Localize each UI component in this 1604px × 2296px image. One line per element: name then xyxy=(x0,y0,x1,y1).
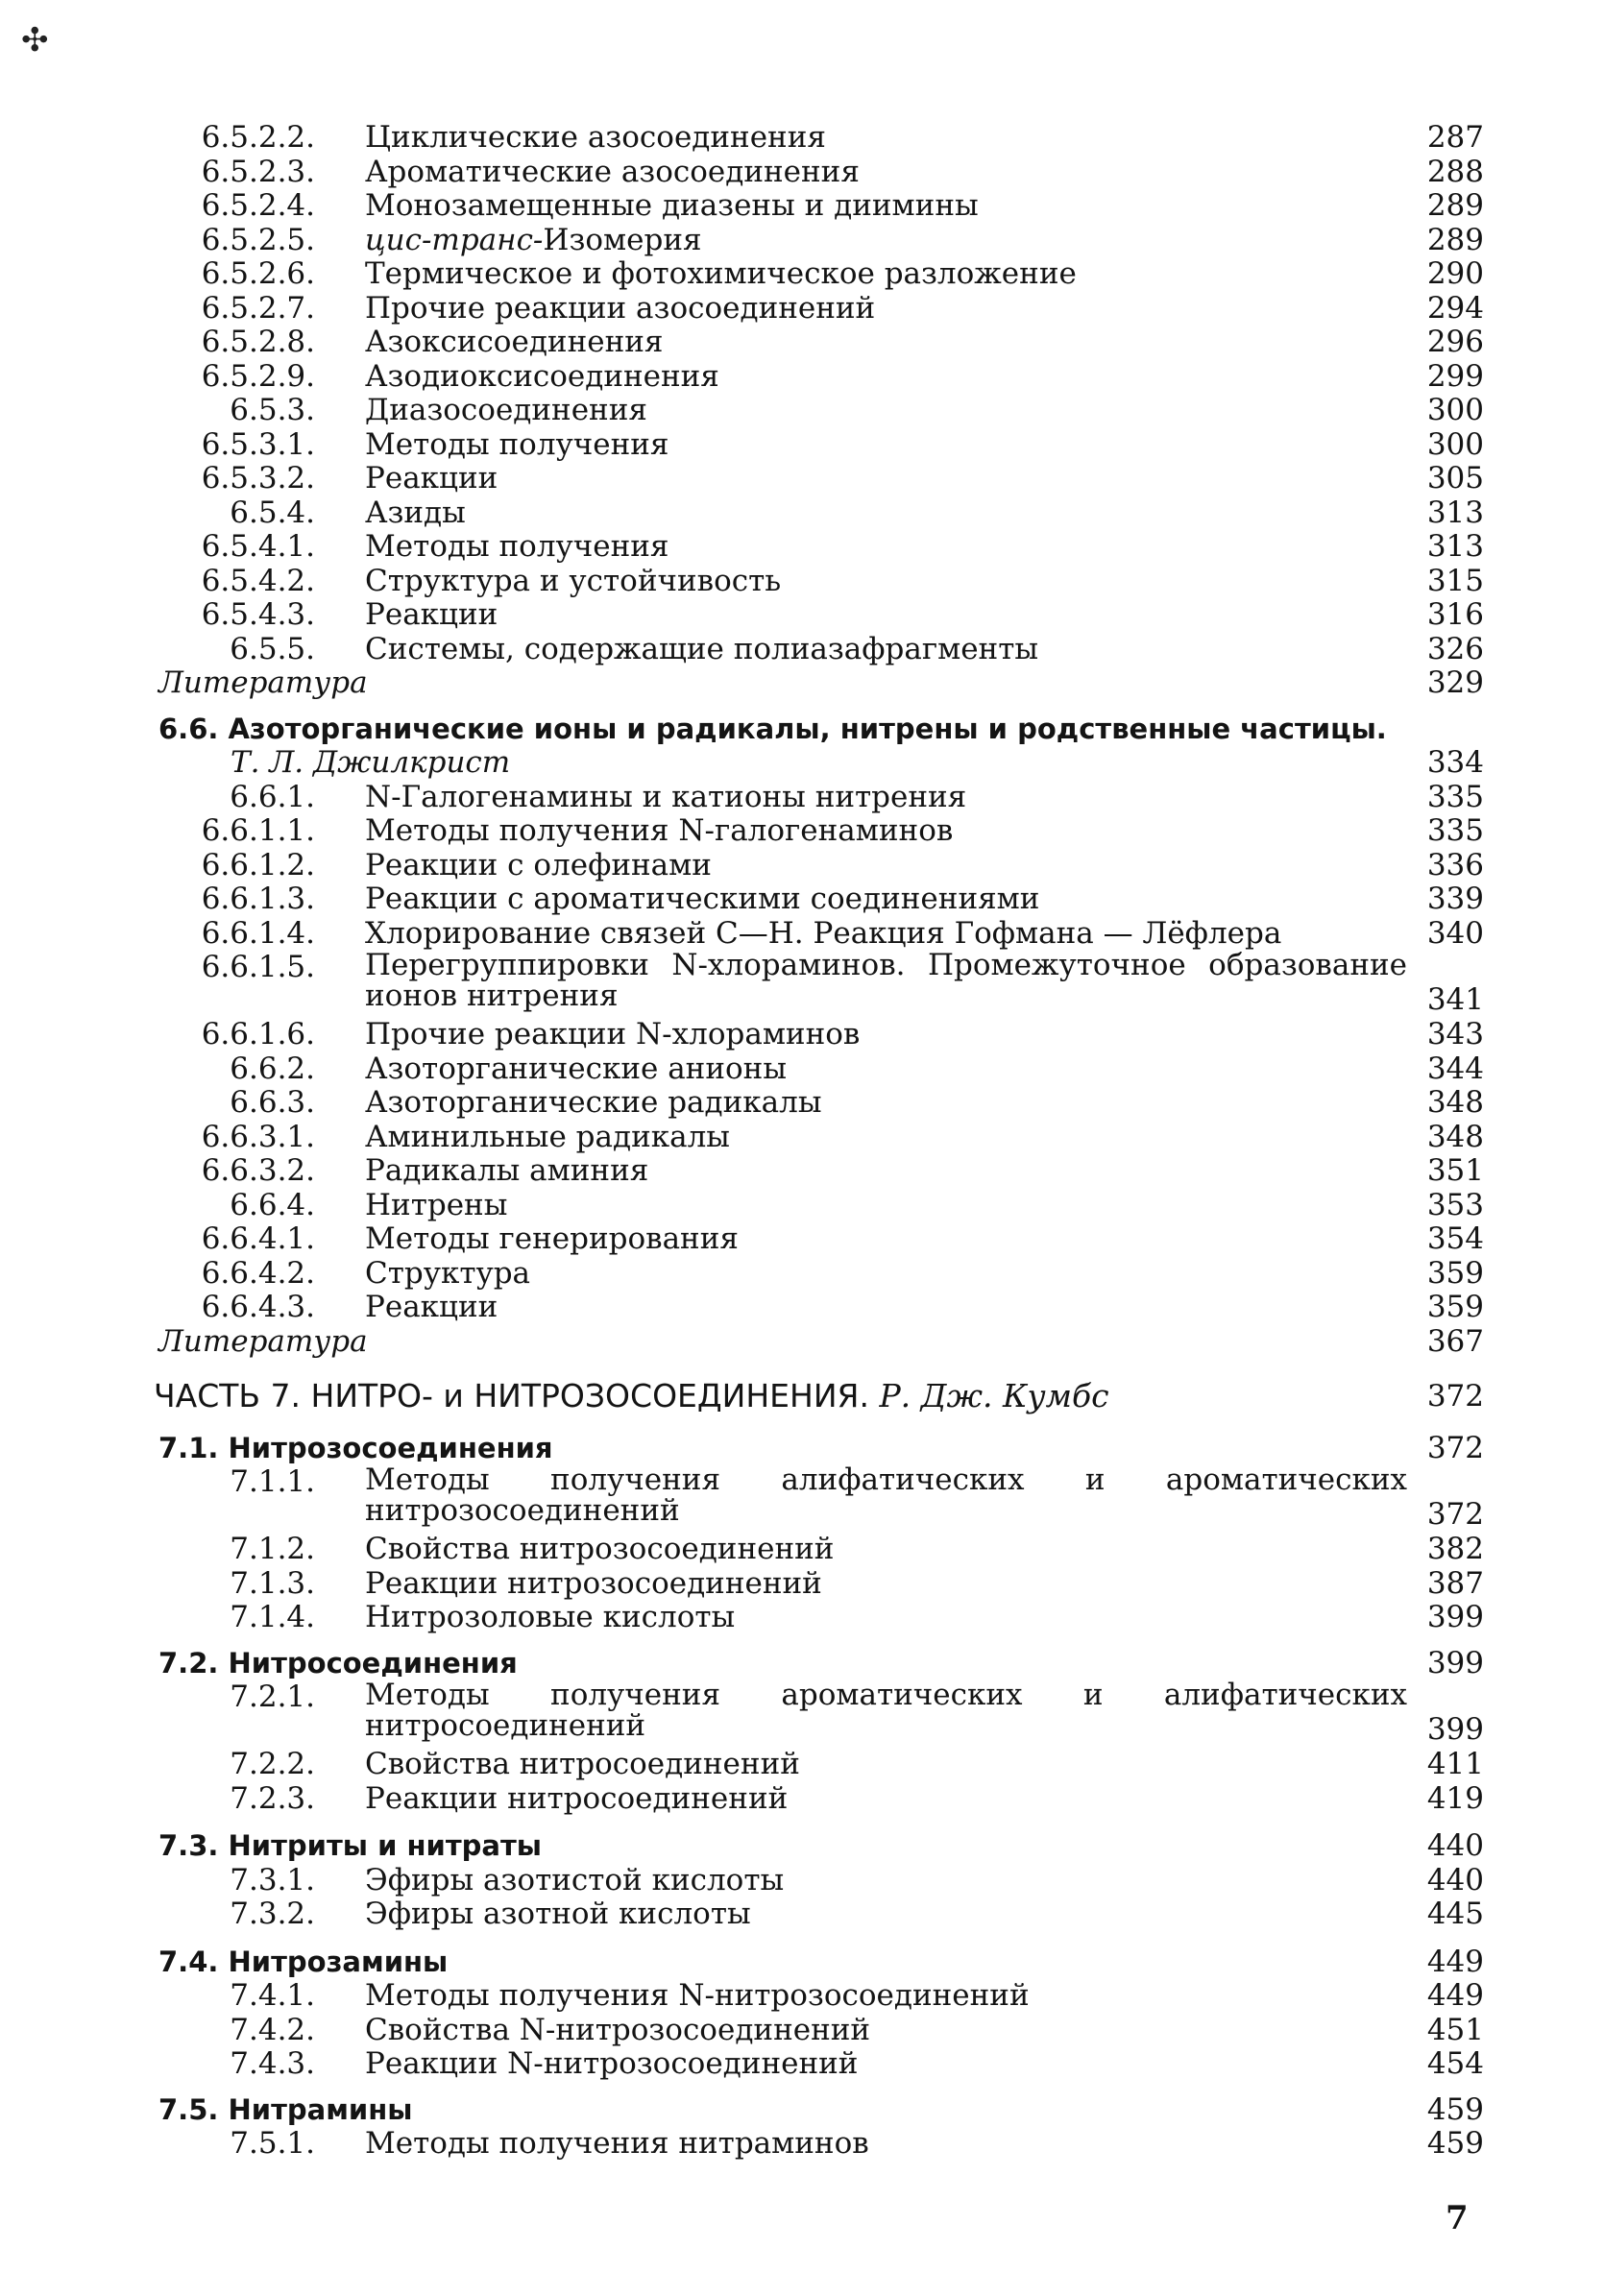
entry-number: 6.5.3.1. xyxy=(201,426,315,462)
entry-title: Ароматические азосоединения xyxy=(365,154,860,189)
entry-title: Азиды xyxy=(365,495,466,530)
entry-number: 6.5.4. xyxy=(230,495,315,530)
entry-page: 334 xyxy=(1426,745,1484,780)
entry-page: 399 xyxy=(1426,1712,1484,1747)
entry-title: N-Галогенамины и катионы нитрения xyxy=(365,779,967,814)
entry-number: 7.2.3. xyxy=(230,1780,315,1816)
entry-number: 7.3.1. xyxy=(230,1862,315,1897)
entry-number: 6.5.5. xyxy=(230,631,315,666)
entry-page: 329 xyxy=(1426,665,1484,700)
entry-page: 348 xyxy=(1426,1085,1484,1120)
entry-number: 6.5.2.9. xyxy=(201,358,315,394)
entry-title: Монозамещенные диазены и диимины xyxy=(365,188,979,223)
entry-number: 6.6.3.2. xyxy=(201,1153,315,1188)
entry-number: 6.5.2.4. xyxy=(201,188,315,223)
toc-entry xyxy=(0,2046,1604,2081)
entry-number: 6.5.2.6. xyxy=(201,256,315,291)
toc-entry xyxy=(0,632,1604,666)
entry-number: 6.6.1.4. xyxy=(201,915,315,951)
entry-title: Прочие реакции N-хлораминов xyxy=(365,1017,861,1051)
toc-entry xyxy=(0,1863,1604,1897)
toc-entry xyxy=(0,359,1604,394)
entry-page: 382 xyxy=(1426,1532,1484,1566)
entry-number: 6.5.4.2. xyxy=(201,563,315,598)
section-heading xyxy=(0,2092,1604,2127)
entry-number: 6.5.4.3. xyxy=(201,597,315,632)
toc-entry xyxy=(0,2013,1604,2047)
section-heading xyxy=(0,1828,1604,1863)
section-heading-text: 7.1. Нитрозосоединения xyxy=(158,1431,553,1464)
entry-page: 454 xyxy=(1426,2046,1484,2081)
page-number: 7 xyxy=(1446,2199,1469,2237)
entry-number: 7.2.1. xyxy=(230,1680,315,1714)
entry-page: 313 xyxy=(1426,529,1484,564)
entry-number: 6.5.3.2. xyxy=(201,461,315,495)
literature-label: Литература xyxy=(158,665,368,700)
entry-title: Методы получения xyxy=(365,426,669,462)
entry-number: 7.4.3. xyxy=(230,2046,315,2081)
entry-page: 353 xyxy=(1426,1187,1484,1222)
entry-page: 459 xyxy=(1426,2091,1484,2127)
section-author: Т. Л. Джилкрист xyxy=(231,745,511,780)
toc-entry xyxy=(0,1221,1604,1256)
toc-entry xyxy=(0,256,1604,291)
entry-page: 289 xyxy=(1426,222,1484,257)
toc-entry xyxy=(0,461,1604,495)
toc-entry xyxy=(0,291,1604,326)
entry-title: Структура и устойчивость xyxy=(365,563,782,598)
entry-number: 6.6.1. xyxy=(230,779,315,814)
entry-page: 354 xyxy=(1426,1221,1484,1256)
entry-title: Реакции нитросоединений xyxy=(365,1780,789,1816)
toc-entry xyxy=(0,1051,1604,1086)
entry-page: 289 xyxy=(1426,188,1484,223)
entry-title: Методы получения N-галогенаминов xyxy=(365,813,954,848)
entry-title: Реакции N-нитрозосоединений xyxy=(365,2046,859,2081)
toc-entry xyxy=(0,1120,1604,1154)
entry-page: 367 xyxy=(1426,1323,1484,1359)
toc-entry xyxy=(0,325,1604,359)
section-heading-text: 6.6. Азоторганические ионы и радикалы, нитрены и родственные частицы. xyxy=(158,712,1387,745)
part-heading xyxy=(0,1379,1604,1417)
entry-page: 341 xyxy=(1426,982,1484,1017)
entry-title: Диазосоединения xyxy=(365,393,647,427)
toc-entry xyxy=(0,916,1604,951)
entry-page: 351 xyxy=(1426,1153,1484,1188)
entry-title: Перегруппировки N-хлораминов. Промежуточное образование ионов нитрения xyxy=(365,948,1407,1013)
entry-title: Методы генерирования xyxy=(365,1221,739,1256)
entry-title: Нитрены xyxy=(365,1187,508,1222)
entry-number: 6.5.4.1. xyxy=(201,529,315,564)
toc-entry xyxy=(0,188,1604,223)
entry-title: Азоксисоединения xyxy=(365,325,664,359)
entry-page: 372 xyxy=(1426,1497,1484,1532)
entry-title: Аминильные радикалы xyxy=(365,1119,730,1154)
entry-number: 7.4.1. xyxy=(230,1978,315,2013)
entry-page: 440 xyxy=(1426,1862,1484,1897)
toc-entry xyxy=(0,848,1604,882)
section-heading-text: 7.2. Нитросоединения xyxy=(158,1646,518,1680)
entry-title: Свойства нитросоединений xyxy=(365,1747,800,1781)
entry-number: 7.1.2. xyxy=(230,1532,315,1566)
entry-page: 335 xyxy=(1426,779,1484,814)
entry-title: Структура xyxy=(365,1255,531,1291)
toc-entry xyxy=(0,1085,1604,1120)
toc-entry xyxy=(0,1680,1604,1747)
entry-number: 6.5.2.7. xyxy=(201,290,315,326)
toc-entry xyxy=(0,882,1604,916)
entry-title: Реакции xyxy=(365,597,498,632)
entry-page: 326 xyxy=(1426,631,1484,666)
decorative-mark: ✣ xyxy=(21,21,49,60)
entry-number: 6.5.2.3. xyxy=(201,154,315,189)
toc-entry xyxy=(0,1747,1604,1781)
entry-number: 6.6.1.3. xyxy=(201,882,315,916)
entry-page: 449 xyxy=(1426,1978,1484,2013)
entry-number: 6.6.1.1. xyxy=(201,813,315,848)
part-author: Р. Дж. Кумбс xyxy=(879,1377,1109,1414)
entry-page: 316 xyxy=(1426,597,1484,632)
toc-entry xyxy=(0,155,1604,189)
toc-entry xyxy=(0,1153,1604,1188)
entry-number: 6.6.3.1. xyxy=(201,1119,315,1154)
entry-title: Методы получения N-нитрозосоединений xyxy=(365,1978,1030,2013)
toc-entry xyxy=(0,1600,1604,1634)
entry-page: 419 xyxy=(1426,1780,1484,1816)
toc-entry xyxy=(0,564,1604,598)
toc-entry xyxy=(0,1464,1604,1532)
section-heading-text: 7.5. Нитрамины xyxy=(158,2092,413,2126)
entry-page: 335 xyxy=(1426,813,1484,848)
entry-title: Эфиры азотистой кислоты xyxy=(365,1862,785,1897)
section-heading xyxy=(0,712,1604,746)
toc-entry xyxy=(0,529,1604,564)
entry-title: Радикалы аминия xyxy=(365,1153,649,1188)
entry-title: Методы получения xyxy=(365,529,669,564)
entry-number: 6.6.1.6. xyxy=(201,1017,315,1051)
toc-entry xyxy=(0,1256,1604,1291)
entry-title: Азоторганические радикалы xyxy=(365,1085,822,1120)
entry-title: Азоторганические анионы xyxy=(365,1051,787,1086)
entry-title: Методы получения нитраминов xyxy=(365,2126,869,2161)
entry-number: 6.5.2.2. xyxy=(201,120,315,155)
toc-entry xyxy=(0,1781,1604,1816)
toc-entry xyxy=(0,393,1604,427)
section-heading-text: 7.3. Нитриты и нитраты xyxy=(158,1829,543,1862)
entry-page: 348 xyxy=(1426,1119,1484,1154)
entry-title: Свойства N-нитрозосоединений xyxy=(365,2012,871,2047)
toc-entry xyxy=(0,950,1604,1017)
toc-entry xyxy=(0,780,1604,814)
toc-entry xyxy=(0,1290,1604,1324)
entry-title: Системы, содержащие полиазафрагменты xyxy=(365,631,1039,666)
literature-entry xyxy=(0,665,1604,700)
entry-title: Реакции xyxy=(365,1290,498,1324)
entry-number: 7.4.2. xyxy=(230,2012,315,2047)
entry-title: Нитрозоловые кислоты xyxy=(365,1600,736,1634)
entry-number: 6.5.3. xyxy=(230,393,315,427)
section-heading-text: 7.4. Нитрозамины xyxy=(158,1945,449,1978)
entry-page: 344 xyxy=(1426,1051,1484,1086)
entry-number: 6.6.4.3. xyxy=(201,1290,315,1324)
entry-page: 294 xyxy=(1426,290,1484,326)
toc-entry xyxy=(0,223,1604,257)
toc-entry xyxy=(0,2126,1604,2161)
section-heading xyxy=(0,1431,1604,1465)
entry-number: 6.6.3. xyxy=(230,1085,315,1120)
entry-page: 343 xyxy=(1426,1017,1484,1051)
entry-title: Реакции с ароматическими соединениями xyxy=(365,882,1040,916)
toc-entry xyxy=(0,495,1604,530)
entry-page: 287 xyxy=(1426,120,1484,155)
entry-number: 6.6.1.2. xyxy=(201,847,315,882)
entry-number: 6.6.4.2. xyxy=(201,1255,315,1291)
entry-page: 290 xyxy=(1426,256,1484,291)
toc-entry xyxy=(0,1566,1604,1601)
entry-number: 6.5.2.8. xyxy=(201,325,315,359)
entry-page: 300 xyxy=(1426,393,1484,427)
entry-number: 7.1.3. xyxy=(230,1565,315,1601)
entry-title: Эфиры азотной кислоты xyxy=(365,1897,751,1931)
toc-entry xyxy=(0,1017,1604,1051)
entry-title: Циклические азосоединения xyxy=(365,120,826,155)
entry-page: 399 xyxy=(1426,1645,1484,1680)
entry-title: Методы получения алифатических и ароматических нитрозосоединений xyxy=(365,1462,1407,1528)
entry-page: 449 xyxy=(1426,1944,1484,1979)
entry-title: Азодиоксисоединения xyxy=(365,358,719,394)
entry-page: 336 xyxy=(1426,847,1484,882)
toc-entry xyxy=(0,813,1604,848)
entry-page: 315 xyxy=(1426,563,1484,598)
toc-entry xyxy=(0,1532,1604,1566)
entry-title: Свойства нитрозосоединений xyxy=(365,1532,835,1566)
entry-title: Термическое и фотохимическое разложение xyxy=(365,256,1077,291)
entry-title: Реакции xyxy=(365,461,498,495)
entry-page: 359 xyxy=(1426,1290,1484,1324)
entry-page: 339 xyxy=(1426,882,1484,916)
entry-number: 7.1.1. xyxy=(230,1464,315,1499)
entry-page: 440 xyxy=(1426,1828,1484,1863)
entry-page: 399 xyxy=(1426,1600,1484,1634)
entry-title: Хлорирование связей C—H. Реакция Гофмана — Лёфлера xyxy=(365,915,1282,951)
entry-page: 300 xyxy=(1426,426,1484,462)
toc-entry xyxy=(0,597,1604,632)
entry-number: 7.1.4. xyxy=(230,1600,315,1634)
entry-number: 6.6.4.1. xyxy=(201,1221,315,1256)
section-heading xyxy=(0,1945,1604,1979)
entry-number: 6.5.2.5. xyxy=(201,222,315,257)
entry-page: 372 xyxy=(1426,1379,1484,1414)
entry-title: Реакции нитрозосоединений xyxy=(365,1565,822,1601)
entry-page: 288 xyxy=(1426,154,1484,189)
entry-number: 7.5.1. xyxy=(230,2126,315,2161)
toc-entry xyxy=(0,427,1604,462)
literature-entry xyxy=(0,1324,1604,1359)
entry-page: 459 xyxy=(1426,2126,1484,2161)
entry-page: 299 xyxy=(1426,358,1484,394)
entry-page: 445 xyxy=(1426,1897,1484,1931)
entry-page: 372 xyxy=(1426,1430,1484,1465)
toc-entry xyxy=(0,1978,1604,2013)
section-author-row xyxy=(0,745,1604,780)
entry-page: 411 xyxy=(1426,1747,1484,1781)
literature-label: Литература xyxy=(158,1323,368,1359)
entry-number: 6.6.1.5. xyxy=(201,950,315,984)
part-title: ЧАСТЬ 7. НИТРО- и НИТРОЗОСОЕДИНЕНИЯ. Р. Дж. Кумбс xyxy=(154,1377,1109,1414)
entry-page: 451 xyxy=(1426,2012,1484,2047)
entry-page: 296 xyxy=(1426,325,1484,359)
entry-title: Прочие реакции азосоединений xyxy=(365,290,876,326)
entry-number: 6.6.4. xyxy=(230,1187,315,1222)
entry-title-italic: цис-транс- xyxy=(365,222,544,257)
entry-page: 387 xyxy=(1426,1565,1484,1601)
entry-page: 359 xyxy=(1426,1255,1484,1291)
entry-page: 305 xyxy=(1426,461,1484,495)
section-heading xyxy=(0,1646,1604,1680)
entry-title: Методы получения ароматических и алифатических нитросоединений xyxy=(365,1678,1407,1743)
entry-number: 7.2.2. xyxy=(230,1747,315,1781)
entry-title: цис-транс-Изомерия xyxy=(365,222,702,257)
entry-title: Реакции с олефинами xyxy=(365,847,712,882)
toc-entry xyxy=(0,1897,1604,1931)
entry-page: 313 xyxy=(1426,495,1484,530)
toc-entry xyxy=(0,120,1604,155)
entry-number: 6.6.2. xyxy=(230,1051,315,1086)
toc-entry xyxy=(0,1188,1604,1222)
entry-page: 340 xyxy=(1426,915,1484,951)
entry-number: 7.3.2. xyxy=(230,1897,315,1931)
